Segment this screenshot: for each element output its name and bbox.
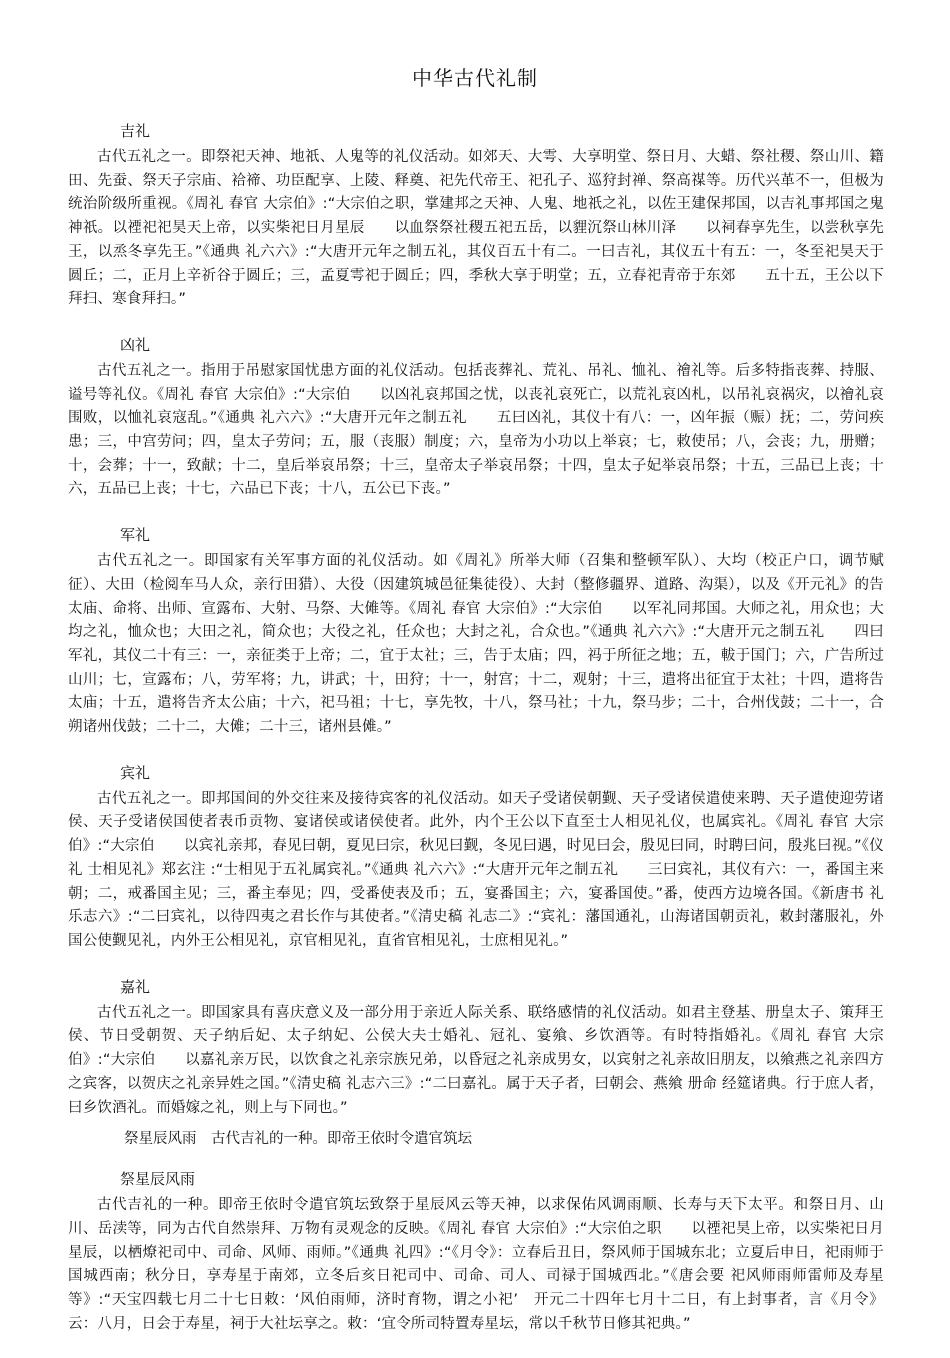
document-content <box>68 120 884 1358</box>
section-heading: 凶礼 <box>120 335 151 354</box>
section-heading: 军礼 <box>120 526 151 545</box>
section-heading: 吉礼 <box>120 122 151 140</box>
section-heading: 宾礼 <box>120 763 151 782</box>
section-binli <box>68 762 884 954</box>
section-heading: 祭星辰风雨 <box>120 1170 196 1189</box>
document-title: 中华古代礼制 <box>412 66 538 90</box>
section-body: 古代五礼之一。指用于吊慰家国忧患方面的礼仪活动。包括丧葬礼、荒礼、吊礼、恤礼、禬礼等。后多特指丧葬、持服、谥号等礼仪。《周礼 春官 大宗伯》:“大宗伯 以凶礼哀邦国之忧，以丧礼哀死亡，以荒礼哀凶札，以吊礼哀祸灾，以禬礼哀围败，以恤礼哀寇乱。”《通典 礼六六》:“大唐开元年之制五礼 五曰凶礼，其仪十有八：一，凶年振（赈）抚；二，劳问疾患；三，中宫劳问；四，皇太子劳问；五，服（丧服）制度；六，皇帝为小功以上举哀；七，敕使吊；八，会丧；九，册赠；十，会葬；十一，致献；十二，皇后举哀吊祭；十三，皇帝太子举哀吊祭；十四，皇太子妃举哀吊祭；十五，三品已上丧；十六，五品已上丧；十七，六品已下丧；十八，五公已下丧。” <box>68 362 884 498</box>
section-xiongli <box>68 334 884 502</box>
section-jili <box>68 120 884 312</box>
section-body: 古代五礼之一。即邦国间的外交往来及接待宾客的礼仪活动。如天子受诸侯朝觐、天子受诸侯遣使来聘、天子遣使迎劳诸侯、天子受诸侯国使者表币贡物、宴诸侯或诸侯使者。此外，内个王公以下直至士人相见礼仪，也属宾礼。《周礼 春官 大宗伯》:“大宗伯 以宾礼亲邦，春见曰朝，夏见曰宗，秋见曰觐，冬见曰遇，时见曰会，殷见曰同，时聘曰问，殷兆曰视。”《仪礼 士相见礼》郑玄注 :“士相见于五礼属宾礼。”《通典 礼六六》:“大唐开元年之制五礼 三曰宾礼，其仪有六：一，番国主来朝；二，戒番国主见；三，番主奉见；四，受番使表及币；五，宴番国主；六，宴番国使。”番，使西方边境各国。《新唐书 礼乐志六》:“二曰宾礼，以待四夷之君长作与其使者。”《清史稿 礼志二》:“宾礼：藩国通礼，山海诸国朝贡礼，敕封藩服礼，外国公使觐见礼，内外王公相见礼，京官相见礼，直省官相见礼，士庶相见礼。” <box>68 790 884 949</box>
section-body: 古代吉礼的一种。即帝王依时令遣官筑坛致祭于星辰风云等天神，以求保佑风调雨顺、长寿与天下太平。和祭日月、山川、岳渎等，同为古代自然崇拜、万物有灵观念的反映。《周礼 春官 大宗伯》:“大宗伯之职 以禋祀昊上帝，以实柴祀日月星辰，以栖燎祀司中、司命、风师、雨师。”《通典 礼四》:“《月令》：立春后丑日，祭风师于国城东北；立夏后申日，祀雨师于国城西南；秋分日，享寿星于南郊，立冬后亥日祀司中、司命、司人、司禄于国城西北。”《唐会要 祀风师雨师雷师及寿星等》:“天宝四载七月二十七日敕：‘风伯雨师，济时育物，谓之小祀’ 开元二十四年七月十二日，有上封事者，言《月令》云：八月，日会于寿星，祠于大社坛享之。敕：‘宜令所司特置寿星坛，常以千秋节日修其祀典。” <box>68 1197 884 1332</box>
section-body: 古代五礼之一。即国家有关军事方面的礼仪活动。如《周礼》所举大师（召集和整顿军队）、大均（校正户口，调节赋征）、大田（检阅车马人众，亲行田猎）、大役（因建筑城邑征集徒役）、大封（整修疆界、道路、沟渠），以及《开元礼》的告太庙、命将、出师、宣露布、大射、马祭、大傩等。《周礼 春官 大宗伯》:“大宗伯 以军礼同邦国。大师之礼，用众也；大均之礼，恤众也；大田之礼，简众也；大役之礼，任众也；大封之礼，合众也。”《通典 礼六六》:“大唐开元之制五礼 四曰军礼，其仪二十有三：一，亲征类于上帝；二，宜于太社；三，告于太庙；四，祃于所征之地；五，軷于国门；六，广告所过山川；七，宣露布；八，劳军将；九，讲武；十，田狩；十一，射宫；十二，观射；十三，遣将出征宜于太社；十四，遣将告太庙；十五，遣将告齐太公庙；十六，祀马祖；十七，享先牧，十八，祭马社；十九，祭马步；二十，合州伐鼓；二十一，合朔诸州伐鼓；二十二，大傩；二十三，诸州县傩。” <box>68 553 884 736</box>
section-jiali <box>68 976 884 1121</box>
section-junli <box>68 524 884 740</box>
section-heading: 嘉礼 <box>120 977 151 996</box>
section-body: 古代五礼之一。即祭祀天神、地祇、人鬼等的礼仪活动。如郊天、大雩、大享明堂、祭日月、大蜡、祭社稷、祭山川、籍田、先蚕、祭天子宗庙、袷禘、功臣配享、上陵、释奠、祀先代帝王、祀孔子、巡狩封禅、祭高禖等。历代兴革不一，但极为统治阶级所重视。《周礼 春官 大宗伯》:“大宗伯之职，掌建邦之天神、人鬼、地祇之礼，以佐王建保邦国，以吉礼事邦国之鬼神祇。以禋祀祀昊天上帝，以实柴祀日月星辰 以血祭祭社稷五祀五岳，以貍沉祭山林川泽 以祠春享先生，以尝秋享先王，以烝冬享先王。”《通典 礼六六》:“大唐开元年之制五礼，其仪百五十有二。一曰吉礼，其仪五十有五：一，冬至祀昊天于圆丘；二，正月上辛祈谷于圆丘；三，孟夏雩祀于圆丘；四，季秋大享于明堂；五，立春祀青帝于东郊 五十五，王公以下拜扫、寒食拜扫。” <box>68 149 884 308</box>
section-body: 古代五礼之一。即国家具有喜庆意义及一部分用于亲近人际关系、联络感情的礼仪活动。如君主登基、册皇太子、策拜王侯、节日受朝贺、天子纳后妃、太子纳妃、公侯大夫士婚礼、冠礼、宴飨、乡饮酒等。有时特指婚礼。《周礼 春官 大宗伯》:“大宗伯 以嘉礼亲万民，以饮食之礼亲宗族兄弟，以昏冠之礼亲成男女，以宾射之礼亲故旧朋友，以飨燕之礼亲四方之宾客，以贺庆之礼亲异姓之国。”《清史稿 礼志六三》:“二曰嘉礼。属于天子者，曰朝会、燕飨 册命 经筵诸典。行于庶人者，曰乡饮酒礼。而婚嫁之礼，则上与下同也。” <box>68 1004 884 1116</box>
section-ji-xingchen-fengyu <box>68 1168 884 1336</box>
stray-summary-line: 祭星辰风雨 古代吉礼的一种。即帝王依时令遣官筑坛 <box>124 1131 472 1148</box>
